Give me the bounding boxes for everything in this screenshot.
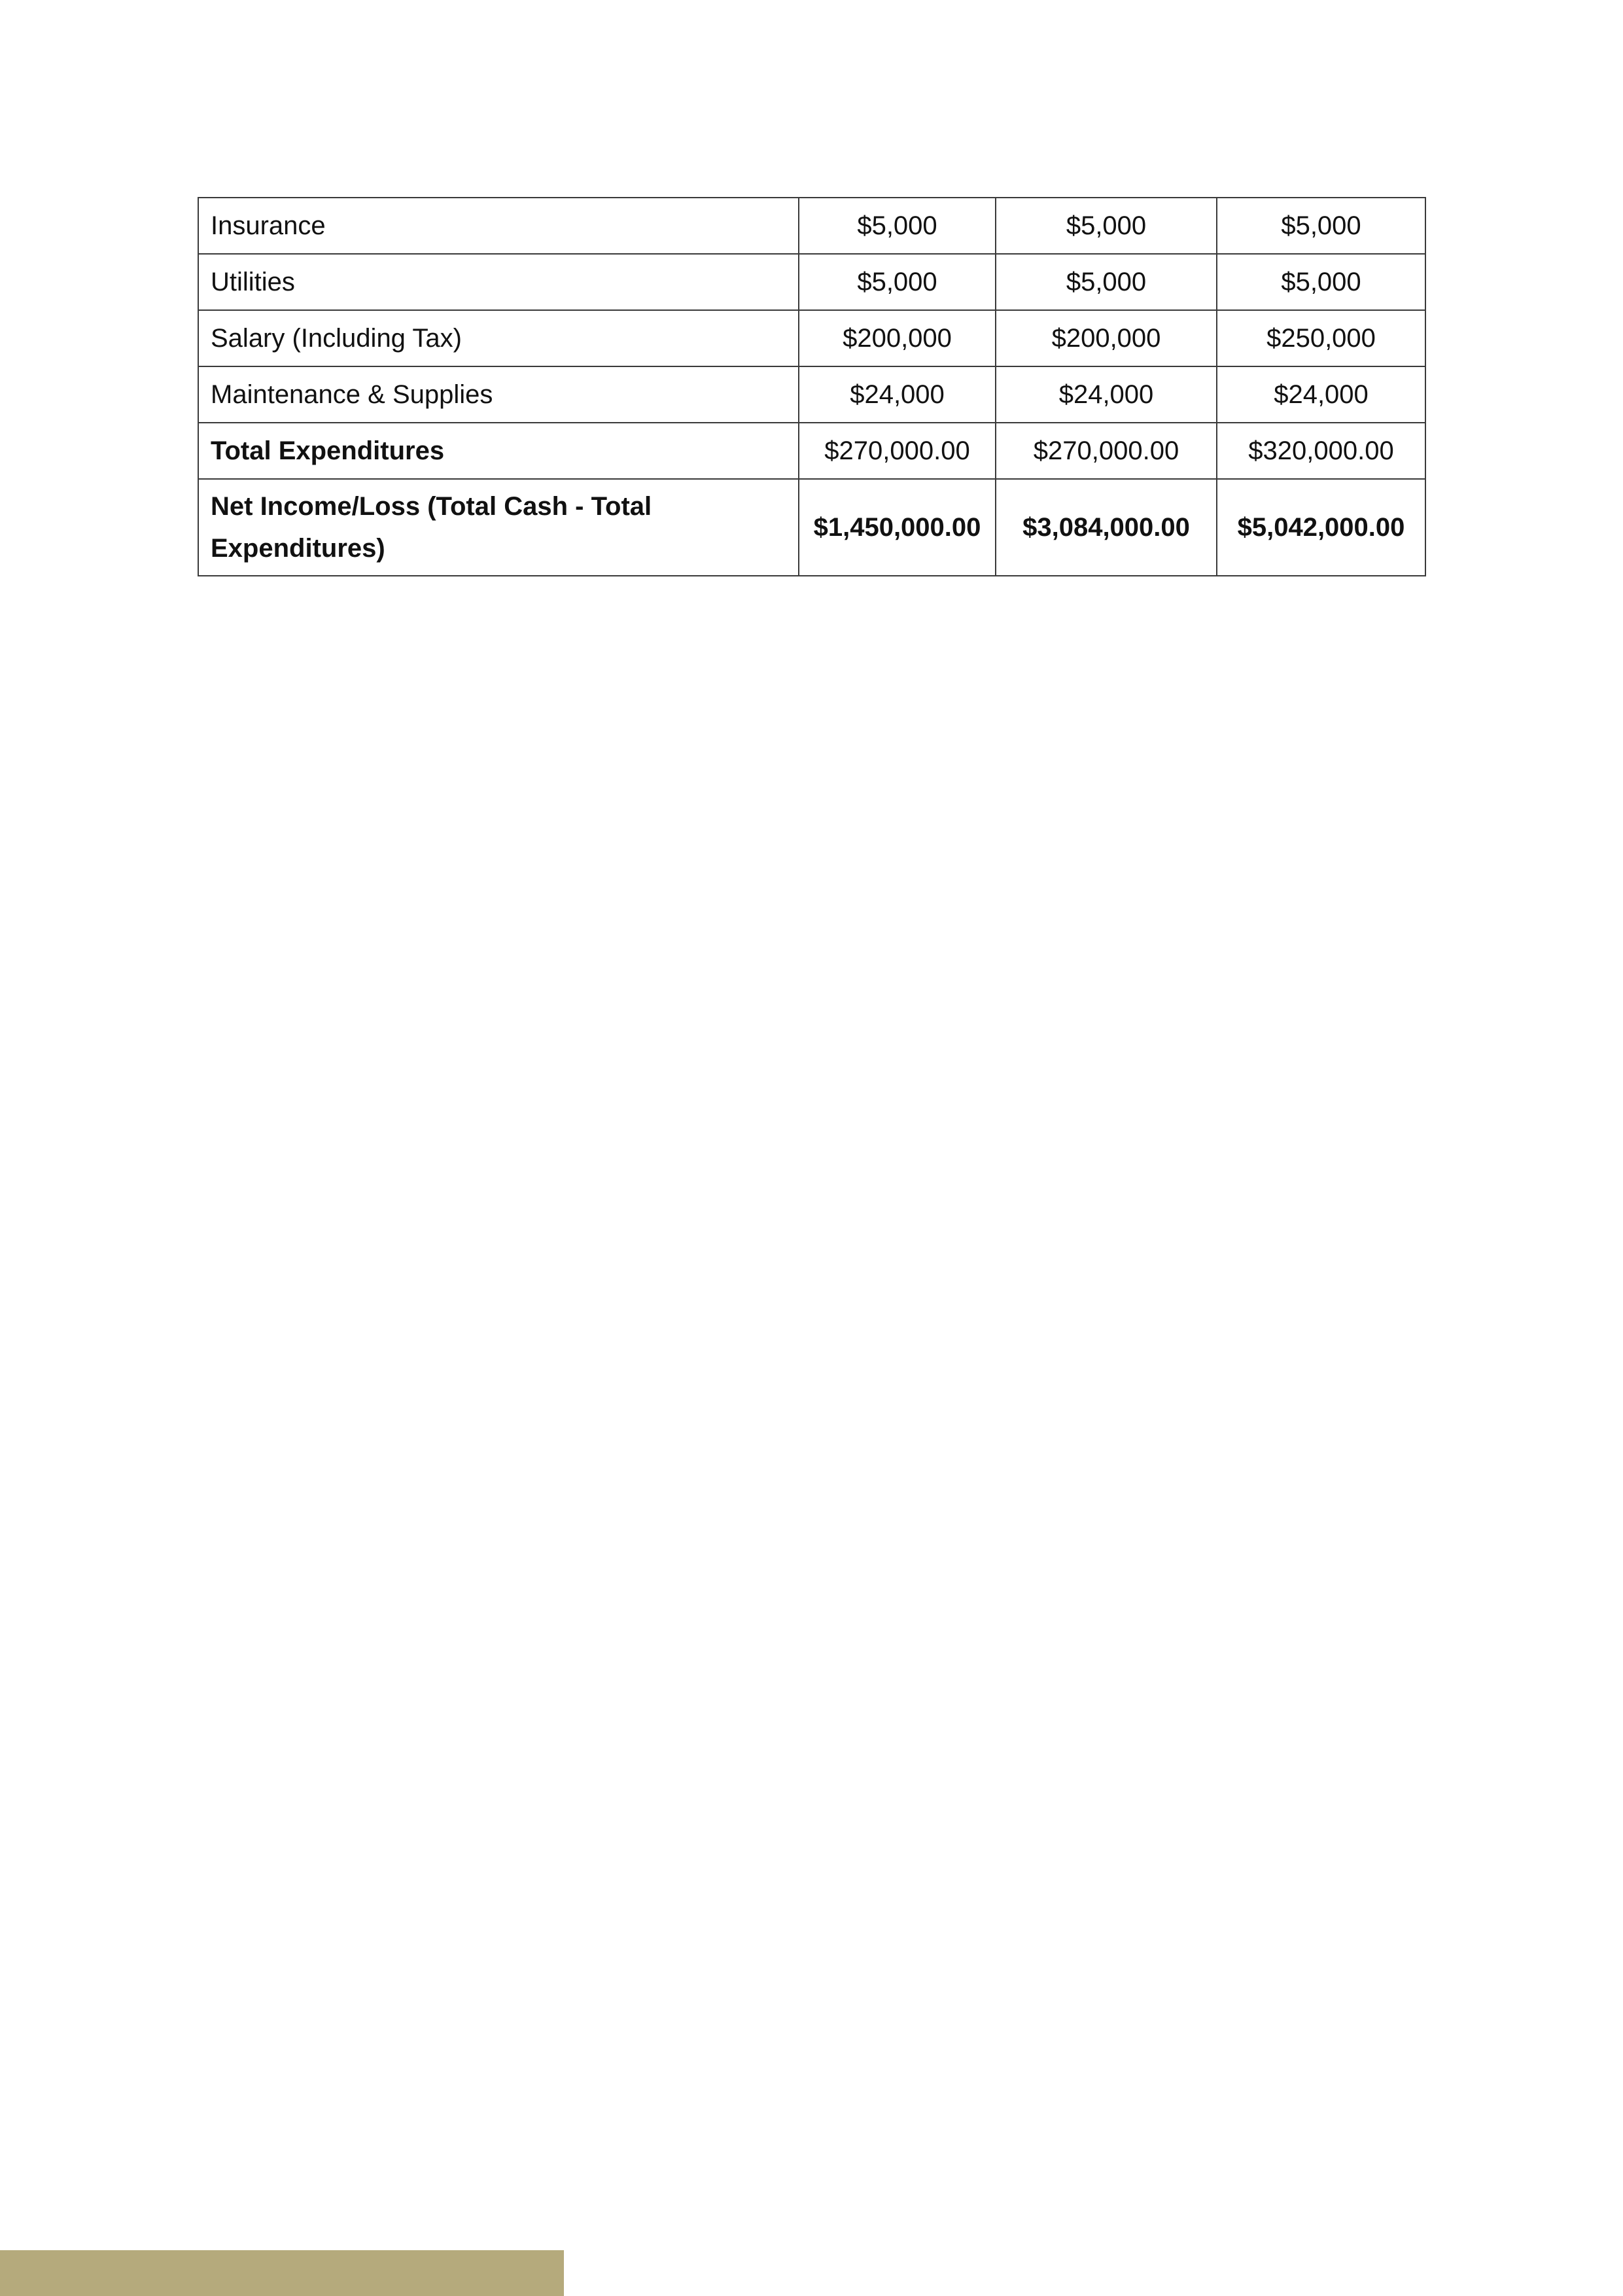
row-label: Insurance	[198, 198, 799, 254]
row-label: Utilities	[198, 254, 799, 310]
financial-table	[198, 197, 1426, 576]
table-cell: $270,000.00	[799, 423, 996, 479]
row-label: Net Income/Loss (Total Cash - Total Expenditures)	[198, 479, 799, 576]
table-cell: $200,000	[996, 310, 1217, 366]
table-cell: $24,000	[996, 366, 1217, 423]
table-row-maintenance	[198, 366, 1425, 423]
footer-accent-bar	[0, 2250, 564, 2296]
table-cell: $5,000	[1217, 198, 1425, 254]
table-cell: $3,084,000.00	[996, 479, 1217, 576]
row-label: Maintenance & Supplies	[198, 366, 799, 423]
table-cell: $5,042,000.00	[1217, 479, 1425, 576]
table-cell: $24,000	[1217, 366, 1425, 423]
table-cell: $5,000	[799, 254, 996, 310]
table-row-insurance	[198, 198, 1425, 254]
table-cell: $250,000	[1217, 310, 1425, 366]
table-cell: $5,000	[799, 198, 996, 254]
table-row-salary	[198, 310, 1425, 366]
table-row-utilities	[198, 254, 1425, 310]
table-cell: $270,000.00	[996, 423, 1217, 479]
table-cell: $320,000.00	[1217, 423, 1425, 479]
table-cell: $24,000	[799, 366, 996, 423]
table-row-net-income	[198, 479, 1425, 576]
table-row-total-expenditures	[198, 423, 1425, 479]
row-label: Total Expenditures	[198, 423, 799, 479]
table-cell: $200,000	[799, 310, 996, 366]
table-cell: $5,000	[1217, 254, 1425, 310]
table-cell: $5,000	[996, 254, 1217, 310]
table-cell: $1,450,000.00	[799, 479, 996, 576]
row-label: Salary (Including Tax)	[198, 310, 799, 366]
table-cell: $5,000	[996, 198, 1217, 254]
